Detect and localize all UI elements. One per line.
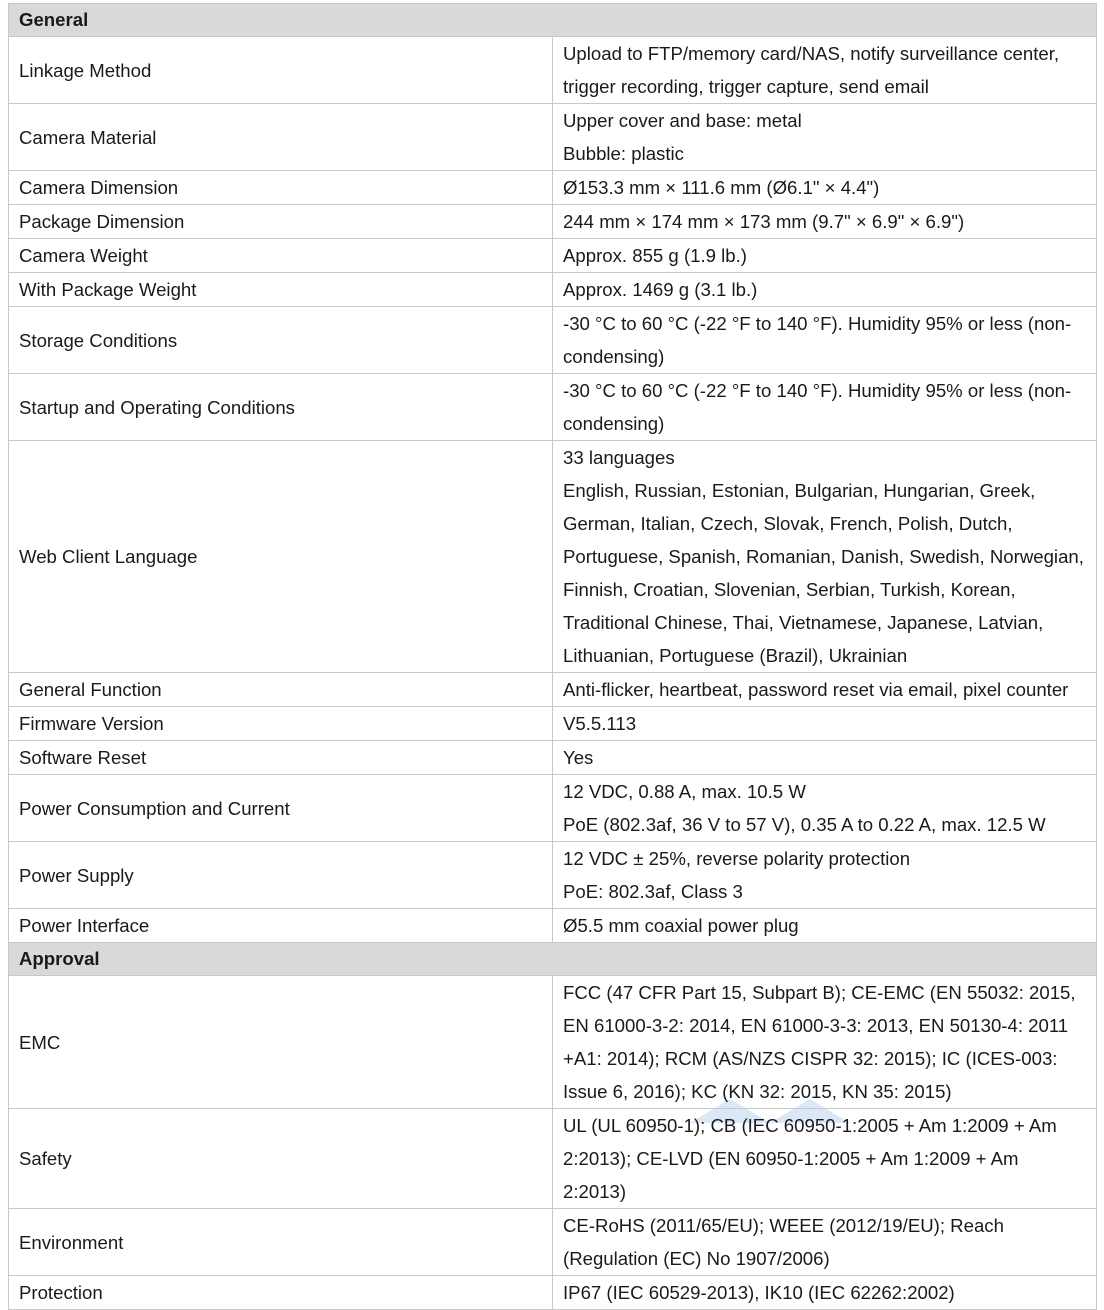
row-value-line: UL (UL 60950-1); CB (IEC 60950-1:2005 + Am 1:2009 + Am 2:2013); CE-LVD (EN 60950-1:2005 + Am 1:2009 + Am 2:2013) <box>563 1115 1057 1202</box>
row-value <box>553 741 1097 775</box>
row-label: Power Supply <box>9 842 553 909</box>
row-label: Camera Weight <box>9 239 553 273</box>
table-row <box>9 239 1097 273</box>
table-row <box>9 673 1097 707</box>
row-value <box>553 239 1097 273</box>
table-row <box>9 741 1097 775</box>
table-row <box>9 441 1097 673</box>
row-label: Camera Material <box>9 104 553 171</box>
row-value-line: Upload to FTP/memory card/NAS, notify surveillance center, trigger recording, trigger capture, send email <box>563 43 1060 97</box>
row-value <box>553 775 1097 842</box>
table-row <box>9 205 1097 239</box>
specification-table-body <box>9 4 1097 1310</box>
row-value-line: Approx. 1469 g (3.1 lb.) <box>563 279 758 300</box>
table-row <box>9 1109 1097 1209</box>
row-value-line: Ø153.3 mm × 111.6 mm (Ø6.1" × 4.4") <box>563 177 880 198</box>
section-header-row <box>9 4 1097 37</box>
table-row <box>9 307 1097 374</box>
row-label: Environment <box>9 1209 553 1276</box>
row-value-line: 12 VDC, 0.88 A, max. 10.5 W <box>563 781 806 802</box>
row-value-line: PoE (802.3af, 36 V to 57 V), 0.35 A to 0.22 A, max. 12.5 W <box>563 814 1046 835</box>
table-row <box>9 1209 1097 1276</box>
row-value <box>553 909 1097 943</box>
row-label: Package Dimension <box>9 205 553 239</box>
row-value-line: Ø5.5 mm coaxial power plug <box>563 915 799 936</box>
section-title: Approval <box>9 943 1097 976</box>
row-label: Software Reset <box>9 741 553 775</box>
row-value-line: IP67 (IEC 60529-2013), IK10 (IEC 62262:2002) <box>563 1282 955 1303</box>
row-value <box>553 374 1097 441</box>
row-value-line: Approx. 855 g (1.9 lb.) <box>563 245 747 266</box>
row-value <box>553 104 1097 171</box>
table-row <box>9 909 1097 943</box>
row-value-line: CE-RoHS (2011/65/EU); WEEE (2012/19/EU); Reach (Regulation (EC) No 1907/2006) <box>563 1215 1004 1269</box>
table-row <box>9 374 1097 441</box>
row-label: Camera Dimension <box>9 171 553 205</box>
row-value <box>553 673 1097 707</box>
row-value-line: Anti-flicker, heartbeat, password reset via email, pixel counter <box>563 679 1069 700</box>
row-value-line: Bubble: plastic <box>563 143 684 164</box>
row-label: Storage Conditions <box>9 307 553 374</box>
row-value <box>553 976 1097 1109</box>
row-value <box>553 842 1097 909</box>
row-label: Power Consumption and Current <box>9 775 553 842</box>
table-row <box>9 171 1097 205</box>
row-label: Linkage Method <box>9 37 553 104</box>
row-value-line: -30 °C to 60 °C (-22 °F to 140 °F). Humidity 95% or less (non-condensing) <box>563 313 1072 367</box>
row-label: Safety <box>9 1109 553 1209</box>
row-value-line: 33 languages <box>563 447 675 468</box>
table-row <box>9 104 1097 171</box>
section-header-row <box>9 943 1097 976</box>
row-value <box>553 1109 1097 1209</box>
table-row <box>9 1276 1097 1310</box>
row-value <box>553 441 1097 673</box>
row-label: Protection <box>9 1276 553 1310</box>
row-label: Power Interface <box>9 909 553 943</box>
row-value <box>553 1209 1097 1276</box>
row-label: With Package Weight <box>9 273 553 307</box>
specification-table <box>8 3 1097 1310</box>
row-value <box>553 205 1097 239</box>
table-row <box>9 707 1097 741</box>
row-value-line: -30 °C to 60 °C (-22 °F to 140 °F). Humidity 95% or less (non-condensing) <box>563 380 1072 434</box>
row-value-line: PoE: 802.3af, Class 3 <box>563 881 743 902</box>
row-value-line: Upper cover and base: metal <box>563 110 802 131</box>
table-row <box>9 37 1097 104</box>
row-value <box>553 307 1097 374</box>
row-label: Startup and Operating Conditions <box>9 374 553 441</box>
row-label: Web Client Language <box>9 441 553 673</box>
table-row <box>9 976 1097 1109</box>
row-value <box>553 1276 1097 1310</box>
table-row <box>9 842 1097 909</box>
row-value-line: 12 VDC ± 25%, reverse polarity protection <box>563 848 911 869</box>
row-label: EMC <box>9 976 553 1109</box>
section-title: General <box>9 4 1097 37</box>
row-value <box>553 171 1097 205</box>
row-value-line: FCC (47 CFR Part 15, Subpart B); CE-EMC (EN 55032: 2015, EN 61000-3-2: 2014, EN 61000-3-3: 2013, EN 50130-4: 2011 +A1: 2014); RCM (AS/NZS CISPR 32: 2015); IC (ICES-003: Issue 6, 2016); KC (KN 32: 2015, KN 35: 2015) <box>563 982 1076 1102</box>
table-row <box>9 273 1097 307</box>
row-value-line: English, Russian, Estonian, Bulgarian, Hungarian, Greek, German, Italian, Czech, Slovak, French, Polish, Dutch, Portuguese, Spanish, Romanian, Danish, Swedish, Norwegian, Finnish, Croatian, Slovenian, Serbian, Turkish, Korean, Traditional Chinese, Thai, Vietnamese, Japanese, Latvian, Lithuanian, Portuguese (Brazil), Ukrainian <box>563 480 1084 666</box>
row-label: Firmware Version <box>9 707 553 741</box>
row-value-line: V5.5.113 <box>563 713 637 734</box>
row-value <box>553 707 1097 741</box>
row-label: General Function <box>9 673 553 707</box>
row-value <box>553 273 1097 307</box>
row-value-line: Yes <box>563 747 594 768</box>
row-value-line: 244 mm × 174 mm × 173 mm (9.7" × 6.9" × 6.9") <box>563 211 965 232</box>
table-row <box>9 775 1097 842</box>
row-value <box>553 37 1097 104</box>
